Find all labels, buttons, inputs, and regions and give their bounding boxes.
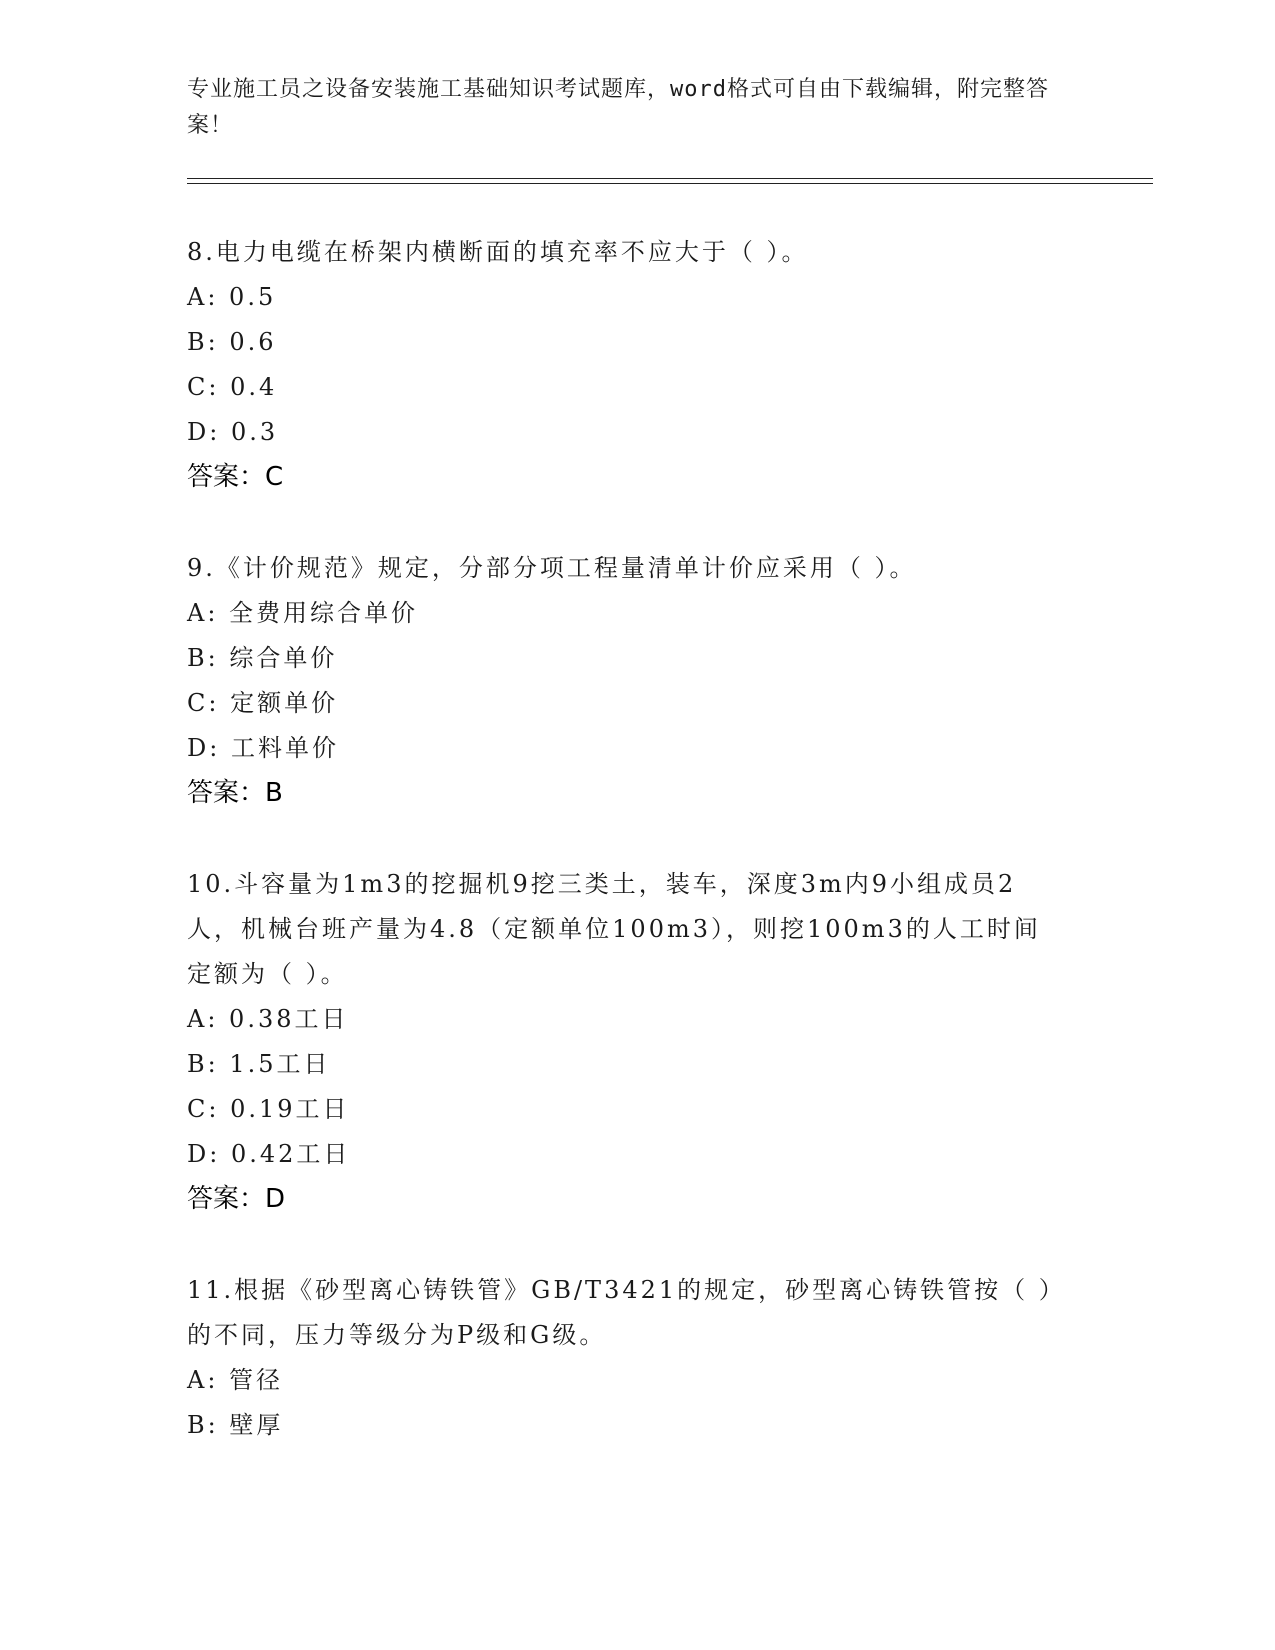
header-divider-top [187,178,1153,179]
option-a: A: 全费用综合单价 [187,599,419,627]
question-11 [187,1268,1067,1448]
option-a: A: 0.38工日 [187,1005,349,1033]
option-b: B: 壁厚 [187,1411,284,1439]
answer-line: 答案：B [187,778,283,808]
option-d: D: 0.42工日 [187,1140,351,1168]
question-text: 11.根据《砂型离心铸铁管》GB/T3421的规定，砂型离心铸铁管按（ ）的不同，压力等级分为P级和G级。 [187,1276,1066,1349]
question-10 [187,862,1067,1222]
option-d: D: 工料单价 [187,734,339,762]
question-text: 8.电力电缆在桥架内横断面的填充率不应大于（ ）。 [187,238,809,266]
option-b: B: 综合单价 [187,644,338,672]
question-text: 9.《计价规范》规定，分部分项工程量清单计价应采用（ ）。 [187,554,917,582]
question-8 [187,230,1067,500]
question-list [187,230,1067,1494]
option-a: A: 管径 [187,1366,284,1394]
question-9 [187,546,1067,816]
question-text: 10.斗容量为1m3的挖掘机9挖三类土，装车，深度3m内9小组成员2人，机械台班产量为4.8（定额单位100m3），则挖100m3的人工时间定额为（ ）。 [187,870,1041,988]
option-b: B: 0.6 [187,328,277,356]
answer-line: 答案：D [187,1184,286,1214]
option-d: D: 0.3 [187,418,279,446]
option-c: C: 0.4 [187,373,278,401]
answer-line: 答案：C [187,462,284,492]
option-a: A: 0.5 [187,283,277,311]
option-c: C: 定额单价 [187,689,339,717]
option-c: C: 0.19工日 [187,1095,350,1123]
header-divider-bottom [187,183,1153,184]
document-header: 专业施工员之设备安装施工基础知识考试题库，word格式可自由下载编辑，附完整答案！ [187,77,1049,138]
option-b: B: 1.5工日 [187,1050,331,1078]
